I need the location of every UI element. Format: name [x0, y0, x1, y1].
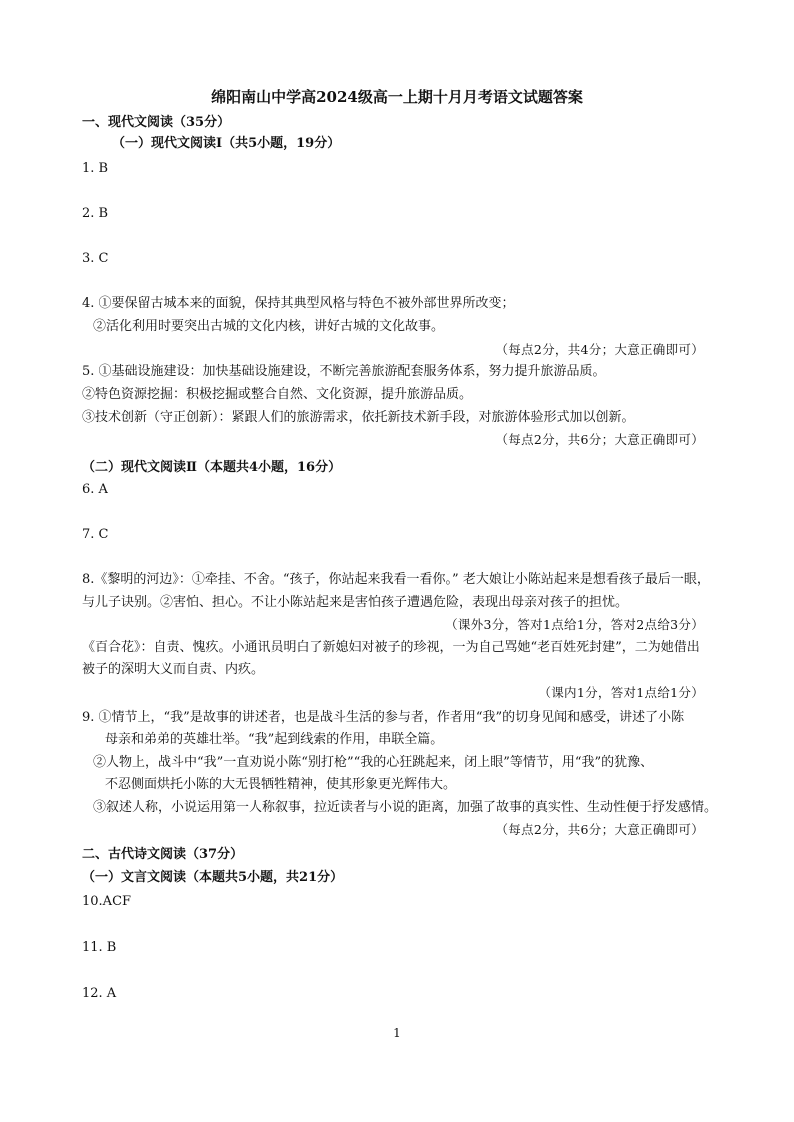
answer-q8-scoring-note-1: （课外3分，答对1点给1分，答对2点给3分） [445, 617, 704, 632]
answer-q7: 7. C [82, 527, 109, 542]
page-number: 1 [393, 1026, 401, 1040]
section-heading-modern-reading: 一、现代文阅读（35分） [82, 115, 231, 130]
answer-q11: 11. B [82, 940, 117, 955]
answer-q2: 2. B [82, 206, 109, 221]
answer-q10: 10.ACF [82, 894, 132, 909]
answer-q4-line-1: 4. ①要保留古城本来的面貌，保持其典型风格与特色不被外部世界所改变； [82, 296, 515, 311]
answer-q5-scoring-note: （每点2分，共6分；大意正确即可） [495, 432, 704, 447]
subsection-heading-modern-reading-2: （二）现代文阅读Ⅱ（本题共4小题，16分） [82, 460, 342, 475]
answer-q4-scoring-note: （每点2分，共4分；大意正确即可） [495, 342, 704, 357]
answer-q1: 1. B [82, 161, 109, 176]
answer-q8-line-2: 与儿子诀别。②害怕、担心。不让小陈站起来是害怕孩子遭遇危险，表现出母亲对孩子的担忧。 [82, 595, 629, 610]
answer-q3: 3. C [82, 251, 109, 266]
subsection-heading-modern-reading-1: （一）现代文阅读Ⅰ（共5小题，19分） [112, 136, 341, 151]
answer-q8-scoring-note-2: （课内1分，答对1点给1分） [538, 685, 704, 700]
answer-q5-line-1: 5. ①基础设施建设：加快基础设施建设，不断完善旅游配套服务体系，努力提升旅游品质。 [82, 364, 606, 379]
document-title: 绵阳南山中学高2024级高一上期十月月考语文试题答案 [211, 88, 583, 106]
answer-q5-line-3: ③技术创新（守正创新）：紧跟人们的旅游需求，依托新技术新手段，对旅游体验形式加以创新。 [82, 410, 635, 425]
subsection-heading-classical-prose: （一）文言文阅读（本题共5小题，共21分） [82, 870, 344, 885]
answer-q9-line-3: ②人物上，战斗中“我”一直劝说小陈“别打枪”“我的心狂跳起来，闭上眼”等情节，用“我”的犹豫、 [93, 755, 654, 770]
answer-q9-scoring-note: （每点2分，共6分；大意正确即可） [495, 822, 704, 837]
answer-q9-line-2: 母亲和弟弟的英雄壮举。“我”起到线索的作用，串联全篇。 [105, 732, 444, 747]
answer-q12: 12. A [82, 986, 117, 1001]
answer-q8-line-4: 被子的深明大义而自责、内疚。 [82, 662, 265, 677]
answer-q5-line-2: ②特色资源挖掘：积极挖掘或整合自然、文化资源，提升旅游品质。 [82, 387, 473, 402]
answer-q6: 6. A [82, 482, 108, 497]
answer-q9-line-4: 不忍侧面烘托小陈的大无畏牺牲精神，使其形象更光辉伟大。 [105, 777, 457, 792]
answer-q9-line-1: 9. ①情节上，“我”是故事的讲述者，也是战斗生活的参与者，作者用“我”的切身见闻和感受，讲述了小陈 [82, 710, 685, 725]
answer-q9-line-5: ③叙述人称，小说运用第一人称叙事，拉近读者与小说的距离，加强了故事的真实性、生动性便于抒发感情。 [93, 800, 718, 815]
answer-q8-line-1: 8.《黎明的河边》：①牵挂、不舍。“孩子，你站起来我看一看你。” 老大娘让小陈站起来是想看孩子最后一眼， [82, 572, 710, 587]
answer-q8-line-3: 《百合花》：自责、愧疚。小通讯员明白了新媳妇对被子的珍视，一为自己骂她“老百姓死封建”，二为她借出 [82, 640, 700, 655]
section-heading-classical-reading: 二、古代诗文阅读（37分） [82, 847, 244, 862]
answer-q4-line-2: ②活化利用时要突出古城的文化内核，讲好古城的文化故事。 [93, 319, 445, 334]
